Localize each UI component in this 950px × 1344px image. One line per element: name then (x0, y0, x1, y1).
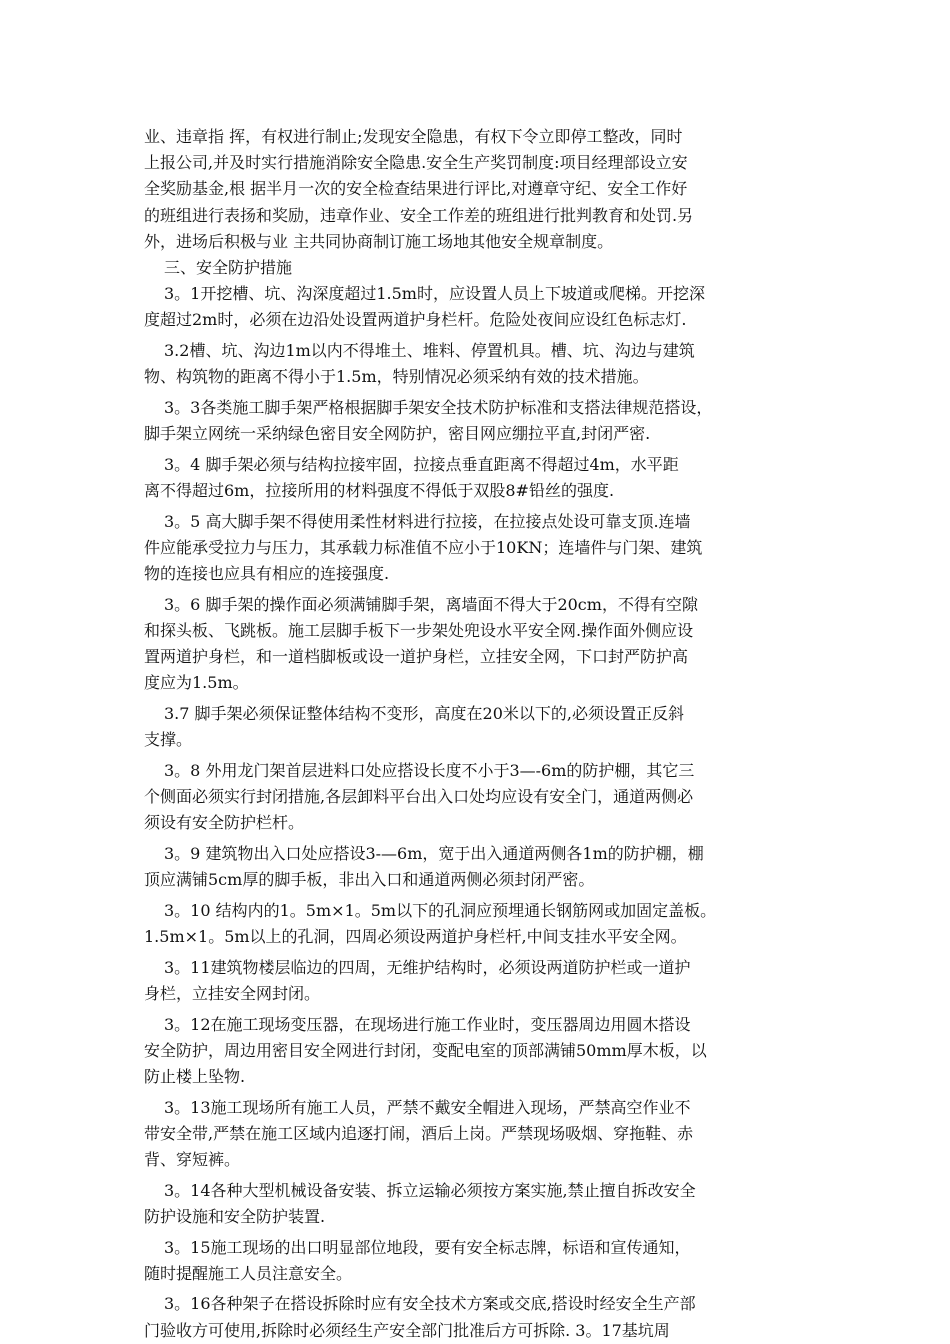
text-line: 3。1开挖槽、坑、沟深度超过1.5m时，应设置人员上下坡道或爬梯。开挖深 (164, 284, 705, 304)
text-line: 件应能承受拉力与压力，其承载力标准值不应小于10KN；连墙件与门架、建筑 (144, 537, 703, 557)
text-line: 门验收方可使用,拆除时必须经生产安全部门批准后方可拆除. 3。17基坑周 (144, 1320, 670, 1340)
text-line: 个侧面必须实行封闭措施,各层卸料平台出入口处均应设有安全门，通道两侧必 (144, 787, 694, 806)
text-line: 顶应满铺5cm厚的脚手板，非出入口和通道两侧必须封闭严密。 (144, 870, 595, 890)
text-line: 3.2槽、坑、沟边1m以内不得堆土、堆料、停置机具。槽、坑、沟边与建筑 (164, 341, 695, 360)
text-line: 身栏，立挂安全网封闭。 (144, 983, 321, 1003)
text-line: 防止楼上坠物. (144, 1066, 246, 1086)
text-line: 随时提醒施工人员注意安全。 (144, 1263, 353, 1283)
text-line: 度应为1.5m。 (144, 673, 249, 693)
text-line: 3。5 高大脚手架不得使用柔性材料进行拉接，在拉接点处设可靠支顶.连墙 (164, 511, 691, 531)
text-line: 3.7 脚手架必须保证整体结构不变形，高度在20米以下的,必须设置正反斜 (164, 703, 684, 723)
text-line: 3。10 结构内的1。5m×1。5m以下的孔洞应预埋通长钢筋网或加固定盖板。 (164, 900, 717, 920)
text-line: 带安全带,严禁在施工区域内追逐打闹，酒后上岗。严禁现场吸烟、穿拖鞋、赤 (144, 1123, 694, 1143)
text-line: 置两道护身栏，和一道档脚板或设一道护身栏，立挂安全网，下口封严防护高 (144, 647, 689, 667)
text-line: 3。13施工现场所有施工人员，严禁不戴安全帽进入现场，严禁高空作业不 (164, 1097, 691, 1117)
text-line: 背、穿短裤。 (144, 1149, 241, 1169)
text-line: 3。12在施工现场变压器，在现场进行施工作业时，变压器周边用圆木搭设 (164, 1014, 691, 1034)
text-line: 离不得超过6m，拉接所用的材料强度不得低于双股8#铅丝的强度. (144, 480, 615, 500)
text-line: 3。14各种大型机械设备安装、拆立运输必须按方案实施,禁止擅自拆改安全 (164, 1180, 696, 1200)
text-line: 和探头板、飞跳板。施工层脚手板下一步架处兜设水平安全网.操作面外侧应设 (144, 620, 694, 640)
text-line: 防护设施和安全防护装置. (144, 1206, 326, 1226)
text-line: 业、违章指 挥，有权进行制止;发现安全隐患，有权下令立即停工整改，同时 (144, 127, 683, 146)
document-page (144, 124, 806, 1344)
text-line: 全奖励基金,根 据半月一次的安全检查结果进行评比,对遵章守纪、安全工作好 (144, 179, 688, 199)
text-line: 须设有安全防护栏杆。 (144, 813, 305, 833)
text-line: 3。11建筑物楼层临边的四周，无维护结构时，必须设两道防护栏或一道护 (164, 957, 691, 977)
text-line: 3。8 外用龙门架首层进料口处应搭设长度不小于3—-6m的防护棚，其它三 (164, 760, 695, 780)
text-line: 的班组进行表扬和奖励，违章作业、安全工作差的班组进行批判教育和处罚.另 (144, 205, 694, 225)
text-line: 3。3各类施工脚手架严格根据脚手架安全技术防护标准和支搭法律规范搭设， (164, 397, 713, 417)
text-line: 度超过2m时，必须在边沿处设置两道护身栏杆。危险处夜间应设红色标志灯. (144, 310, 687, 330)
text-line: 支撑。 (144, 730, 193, 750)
text-line: 安全防护，周边用密目安全网进行封闭，变配电室的顶部满铺50mm厚木板，以 (144, 1040, 707, 1060)
text-line: 3。4 脚手架必须与结构拉接牢固，拉接点垂直距离不得超过4m，水平距 (164, 454, 679, 474)
text-line: 1.5m×1。5m以上的孔洞，四周必须设两道护身栏杆,中间支挂水平安全网。 (144, 926, 687, 946)
text-line: 3。6 脚手架的操作面必须满铺脚手架，离墙面不得大于20cm，不得有空隙 (164, 594, 698, 614)
text-line: 3。9 建筑物出入口处应搭设3-—6m，宽于出入通道两侧各1m的防护棚，棚 (164, 843, 704, 863)
text-line: 脚手架立网统一采纳绿色密目安全网防护，密目网应绷拉平直,封闭严密. (144, 424, 651, 444)
text-line: 3。16各种架子在搭设拆除时应有安全技术方案或交底,搭设时经安全生产部 (164, 1294, 696, 1314)
text-line: 上报公司,并及时实行措施消除安全隐患.安全生产奖罚制度:项目经理部设立安 (144, 153, 688, 173)
text-line: 三、安全防护措施 (164, 257, 293, 277)
text-line: 物的连接也应具有相应的连接强度. (144, 564, 390, 583)
text-line: 外，进场后积极与业 主共同协商制订施工场地其他安全规章制度。 (144, 231, 614, 251)
text-line: 3。15施工现场的出口明显部位地段，要有安全标志牌，标语和宣传通知， (164, 1237, 691, 1257)
text-line: 物、构筑物的距离不得小于1.5m，特别情况必须采纳有效的技术措施。 (144, 367, 649, 387)
